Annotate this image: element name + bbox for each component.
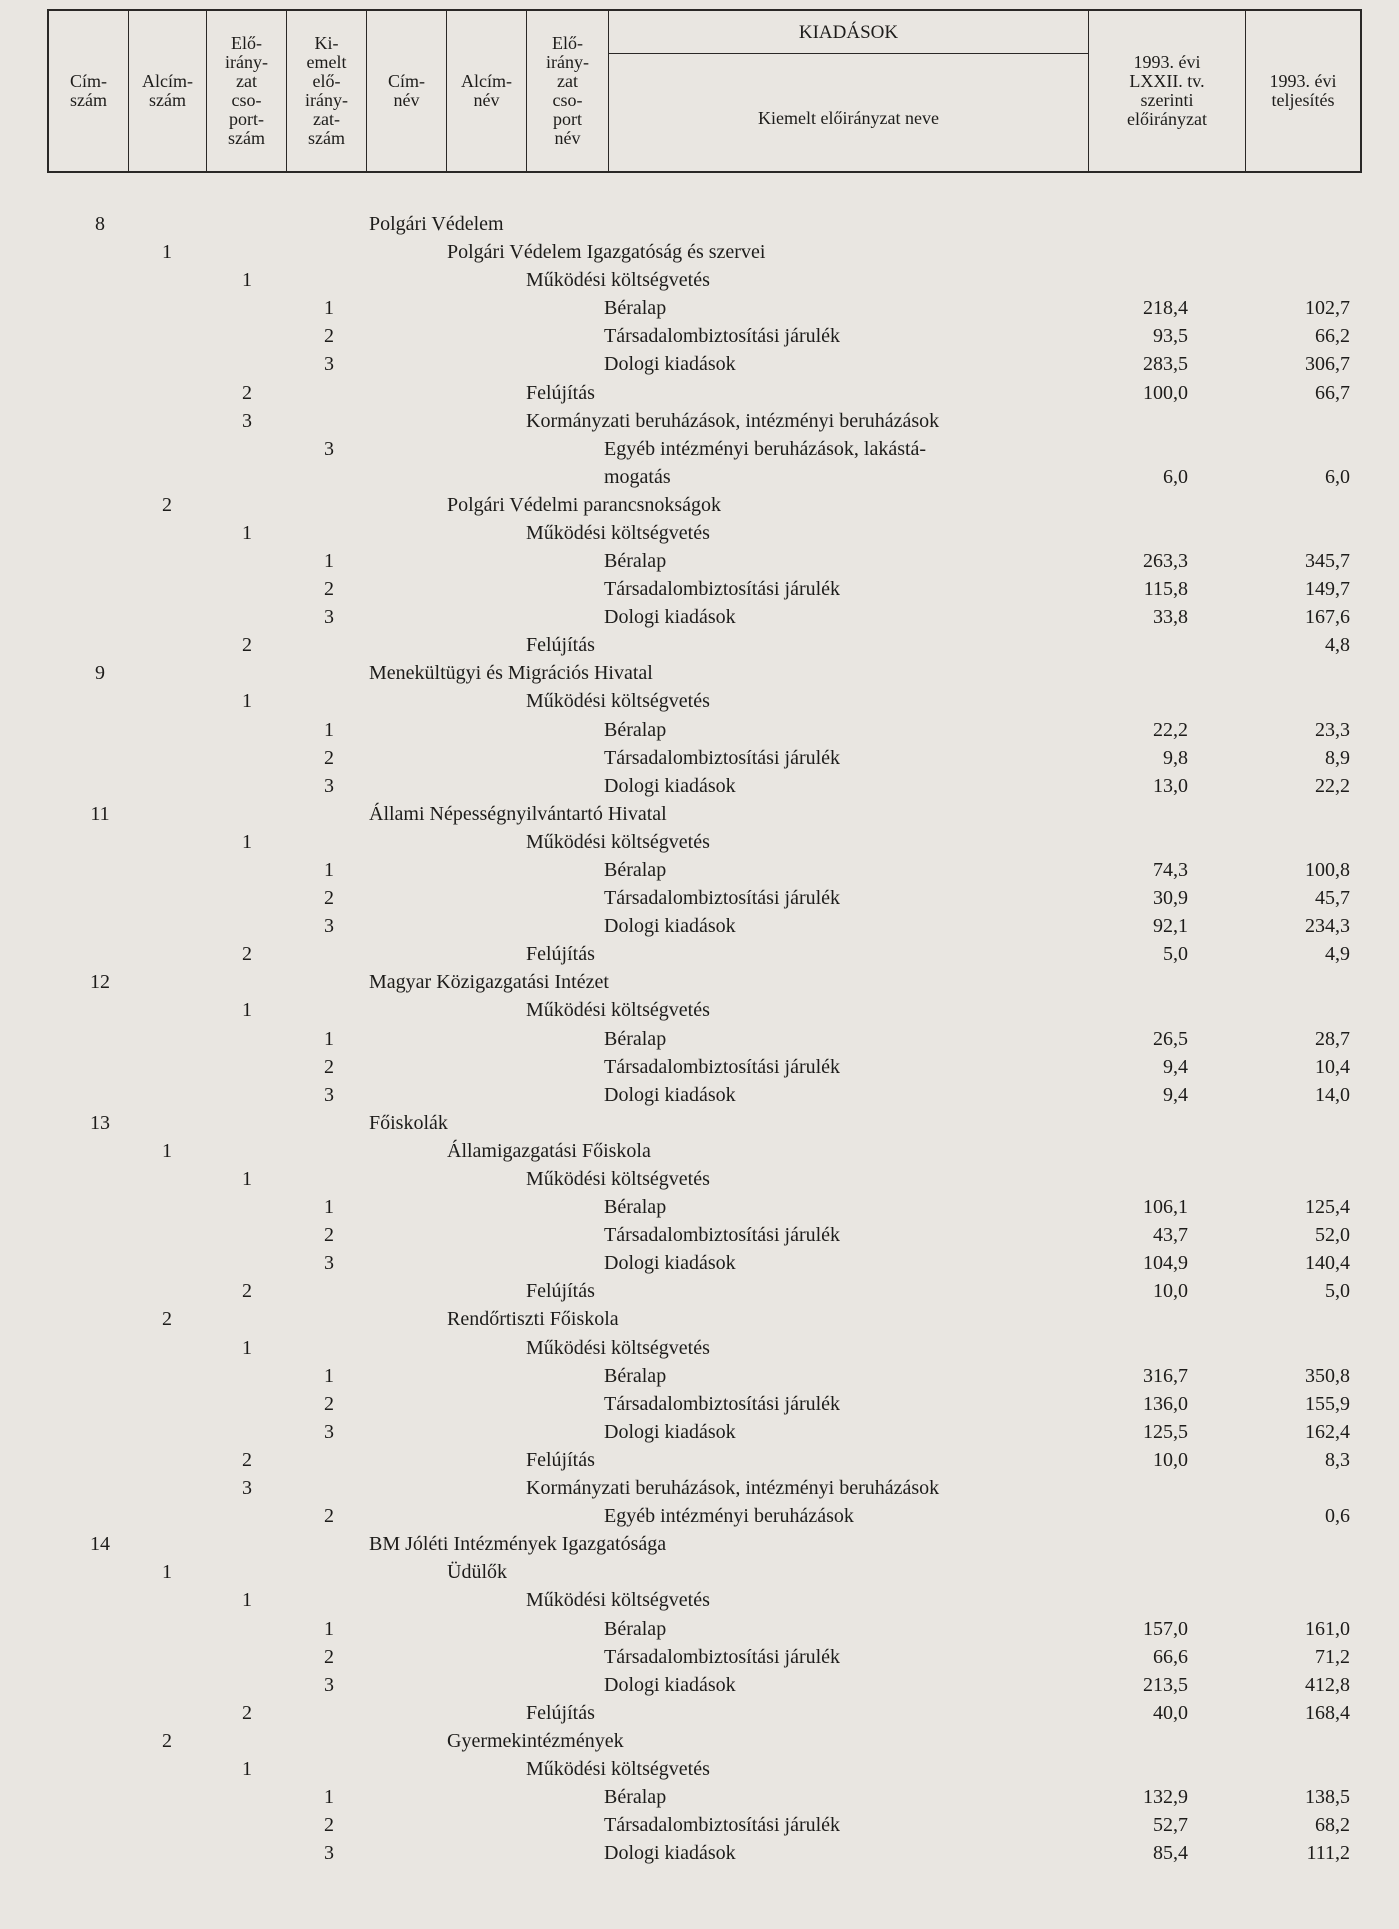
table-row xyxy=(0,1643,1399,1671)
item-name: Polgári Védelmi parancsnokságok xyxy=(447,493,722,516)
teljesites-value: 22,2 xyxy=(1315,774,1350,797)
kiemelt-szam-cell: 3 xyxy=(324,1083,334,1106)
table-row xyxy=(0,1530,1399,1558)
table-row xyxy=(0,1586,1399,1614)
table-row xyxy=(0,659,1399,687)
alcimszam-cell: 2 xyxy=(162,493,172,516)
csoportszam-cell: 1 xyxy=(242,830,252,853)
csoportszam-cell: 3 xyxy=(242,409,252,432)
eloiranyzat-value: 40,0 xyxy=(1153,1701,1188,1724)
alcimszam-cell: 1 xyxy=(162,1561,172,1584)
header-kiemelt-eloiranyzat-szam: Ki- emelt elő- irány- zat- szám xyxy=(287,11,367,171)
header-alcimszam: Alcím- szám xyxy=(129,11,207,171)
table-row xyxy=(0,519,1399,547)
teljesites-value: 4,8 xyxy=(1325,634,1350,657)
teljesites-value: 14,0 xyxy=(1315,1083,1350,1106)
alcimszam-cell: 2 xyxy=(162,1729,172,1752)
item-name: Felújítás xyxy=(526,1448,595,1471)
table-row xyxy=(0,1615,1399,1643)
table-row xyxy=(0,210,1399,238)
alcimszam-cell: 2 xyxy=(162,1308,172,1331)
eloiranyzat-value: 213,5 xyxy=(1143,1673,1188,1696)
csoportszam-cell: 1 xyxy=(242,269,252,292)
eloiranyzat-value: 115,8 xyxy=(1143,578,1188,601)
table-row xyxy=(0,687,1399,715)
teljesites-value: 5,0 xyxy=(1325,1280,1350,1303)
table-row xyxy=(0,435,1399,491)
kiemelt-szam-cell: 1 xyxy=(324,1786,334,1809)
csoportszam-cell: 1 xyxy=(242,1757,252,1780)
item-name: Béralap xyxy=(604,1027,667,1050)
table-row xyxy=(0,631,1399,659)
teljesites-value: 52,0 xyxy=(1315,1224,1350,1247)
item-name: Dologi kiadások xyxy=(604,606,736,629)
item-name: Béralap xyxy=(604,1786,667,1809)
kiemelt-szam-cell: 3 xyxy=(324,774,334,797)
item-name: Magyar Közigazgatási Intézet xyxy=(369,971,609,994)
item-name: Társadalombiztosítási járulék xyxy=(604,887,841,910)
table-row xyxy=(0,1839,1399,1867)
item-name: Felújítás xyxy=(526,634,595,657)
item-name: Béralap xyxy=(604,858,667,881)
item-name: Dologi kiadások xyxy=(604,915,736,938)
table-row xyxy=(0,716,1399,744)
table-row xyxy=(0,1277,1399,1305)
table-row xyxy=(0,1025,1399,1053)
kiemelt-szam-cell: 3 xyxy=(324,606,334,629)
item-name: Egyéb intézményi beruházások, lakástá- mogatás xyxy=(604,437,927,488)
table-row xyxy=(0,575,1399,603)
table-row xyxy=(0,856,1399,884)
eloiranyzat-value: 74,3 xyxy=(1153,858,1188,881)
kiemelt-szam-cell: 2 xyxy=(324,325,334,348)
csoportszam-cell: 2 xyxy=(242,943,252,966)
item-name: Béralap xyxy=(604,1364,667,1387)
kiemelt-szam-cell: 2 xyxy=(324,887,334,910)
csoportszam-cell: 1 xyxy=(242,1589,252,1612)
kiemelt-szam-cell: 2 xyxy=(324,1055,334,1078)
kiemelt-szam-cell: 2 xyxy=(324,746,334,769)
table-row xyxy=(0,1811,1399,1839)
alcimszam-cell: 1 xyxy=(162,241,172,264)
item-name: Működési költségvetés xyxy=(526,1757,710,1780)
table-row xyxy=(0,1221,1399,1249)
table-row xyxy=(0,940,1399,968)
kiemelt-szam-cell: 3 xyxy=(324,437,334,460)
item-name: Felújítás xyxy=(526,943,595,966)
cimszam-cell: 8 xyxy=(95,213,105,235)
item-name: Dologi kiadások xyxy=(604,1252,736,1275)
header-eloiranyzat-csoportszam: Elő- irány- zat cso- port- szám xyxy=(207,11,287,171)
cimszam-cell: 13 xyxy=(90,1111,110,1134)
table-row xyxy=(0,1137,1399,1165)
teljesites-value: 149,7 xyxy=(1305,578,1350,601)
item-name: Társadalombiztosítási járulék xyxy=(604,1392,841,1415)
teljesites-value: 111,2 xyxy=(1306,1842,1350,1865)
table-row xyxy=(0,1165,1399,1193)
kiemelt-szam-cell: 1 xyxy=(324,1196,334,1219)
eloiranyzat-value: 30,9 xyxy=(1153,887,1188,910)
kiemelt-szam-cell: 3 xyxy=(324,1420,334,1443)
csoportszam-cell: 3 xyxy=(242,1477,252,1500)
table-row xyxy=(0,884,1399,912)
item-name: Társadalombiztosítási járulék xyxy=(604,1814,841,1837)
header-cimszam: Cím- szám xyxy=(49,11,129,171)
table-row xyxy=(0,491,1399,519)
alcimszam-cell: 1 xyxy=(162,1139,172,1162)
table-row xyxy=(0,1193,1399,1221)
item-name: Főiskolák xyxy=(369,1111,448,1134)
eloiranyzat-value: 85,4 xyxy=(1153,1842,1188,1865)
eloiranyzat-value: 6,0 xyxy=(1163,465,1188,488)
item-name: Dologi kiadások xyxy=(604,1842,736,1865)
cimszam-cell: 12 xyxy=(90,971,110,994)
table-row xyxy=(0,1109,1399,1137)
table-row xyxy=(0,350,1399,378)
teljesites-value: 4,9 xyxy=(1325,943,1350,966)
header-1993-teljesites: 1993. évi teljesítés xyxy=(1269,71,1337,110)
teljesites-value: 23,3 xyxy=(1315,718,1350,741)
table-row xyxy=(0,1053,1399,1081)
eloiranyzat-value: 33,8 xyxy=(1153,606,1188,629)
teljesites-value: 66,7 xyxy=(1315,381,1350,404)
kiemelt-szam-cell: 1 xyxy=(324,549,334,572)
teljesites-value: 45,7 xyxy=(1315,887,1350,910)
eloiranyzat-value: 43,7 xyxy=(1153,1224,1188,1247)
csoportszam-cell: 1 xyxy=(242,690,252,713)
table-row xyxy=(0,1418,1399,1446)
table-row xyxy=(0,547,1399,575)
table-row xyxy=(0,772,1399,800)
table-row xyxy=(0,603,1399,631)
item-name: Rendőrtiszti Főiskola xyxy=(447,1308,619,1331)
item-name: Béralap xyxy=(604,549,667,572)
cimszam-cell: 14 xyxy=(90,1533,110,1556)
table-row xyxy=(0,322,1399,350)
header-eloiranyzat-csoportnev: Elő- irány- zat cso- port név xyxy=(527,11,609,171)
eloiranyzat-value: 218,4 xyxy=(1143,297,1188,320)
kiemelt-szam-cell: 3 xyxy=(324,1252,334,1275)
item-name: Kormányzati beruházások, intézményi beruházások xyxy=(526,1477,940,1500)
teljesites-value: 6,0 xyxy=(1325,465,1350,488)
kiemelt-szam-cell: 3 xyxy=(324,915,334,938)
table-row xyxy=(0,1558,1399,1586)
table-row xyxy=(0,1362,1399,1390)
item-name: BM Jóléti Intézmények Igazgatósága xyxy=(369,1533,667,1556)
table-row xyxy=(0,1249,1399,1277)
table-row xyxy=(0,1699,1399,1727)
table-row xyxy=(0,912,1399,940)
teljesites-value: 140,4 xyxy=(1305,1252,1350,1275)
header-kiemelt-eloiranyzat-neve: Kiemelt előirányzat neve xyxy=(609,54,1089,171)
eloiranyzat-value: 5,0 xyxy=(1163,943,1188,966)
item-name: Működési költségvetés xyxy=(526,830,710,853)
item-name: Működési költségvetés xyxy=(526,521,710,544)
cimszam-cell: 9 xyxy=(95,662,105,685)
item-name: Üdülők xyxy=(447,1561,507,1584)
table-row xyxy=(0,1727,1399,1755)
teljesites-value: 71,2 xyxy=(1315,1645,1350,1668)
header-cimnev: Cím- név xyxy=(367,11,447,171)
kiemelt-szam-cell: 1 xyxy=(324,718,334,741)
table-row xyxy=(0,1502,1399,1530)
eloiranyzat-value: 125,5 xyxy=(1143,1420,1188,1443)
kiemelt-szam-cell: 2 xyxy=(324,1224,334,1247)
item-name: Dologi kiadások xyxy=(604,353,736,376)
table-row xyxy=(0,1305,1399,1333)
teljesites-value: 168,4 xyxy=(1305,1701,1350,1724)
teljesites-value: 0,6 xyxy=(1325,1505,1350,1528)
teljesites-value: 8,9 xyxy=(1325,746,1350,769)
eloiranyzat-value: 26,5 xyxy=(1153,1027,1188,1050)
csoportszam-cell: 2 xyxy=(242,634,252,657)
eloiranyzat-value: 283,5 xyxy=(1143,353,1188,376)
teljesites-value: 350,8 xyxy=(1305,1364,1350,1387)
teljesites-value: 125,4 xyxy=(1305,1196,1350,1219)
table-row xyxy=(0,1081,1399,1109)
csoportszam-cell: 2 xyxy=(242,381,252,404)
teljesites-value: 306,7 xyxy=(1305,353,1350,376)
teljesites-value: 100,8 xyxy=(1305,858,1350,881)
table-header xyxy=(47,9,1362,173)
table-row xyxy=(0,1474,1399,1502)
table-row xyxy=(0,1446,1399,1474)
eloiranyzat-value: 9,4 xyxy=(1163,1083,1188,1106)
item-name: Dologi kiadások xyxy=(604,1083,736,1106)
eloiranyzat-value: 52,7 xyxy=(1153,1814,1188,1837)
kiemelt-szam-cell: 3 xyxy=(324,353,334,376)
teljesites-value: 161,0 xyxy=(1305,1617,1350,1640)
item-name: Társadalombiztosítási járulék xyxy=(604,578,841,601)
item-name: Társadalombiztosítási járulék xyxy=(604,746,841,769)
teljesites-value: 28,7 xyxy=(1315,1027,1350,1050)
teljesites-value: 66,2 xyxy=(1315,325,1350,348)
kiemelt-szam-cell: 3 xyxy=(324,1673,334,1696)
table-row xyxy=(0,294,1399,322)
item-name: Felújítás xyxy=(526,381,595,404)
eloiranyzat-value: 10,0 xyxy=(1153,1448,1188,1471)
csoportszam-cell: 2 xyxy=(242,1448,252,1471)
teljesites-value: 10,4 xyxy=(1315,1055,1350,1078)
kiemelt-szam-cell: 2 xyxy=(324,1392,334,1415)
cimszam-cell: 11 xyxy=(90,802,110,825)
eloiranyzat-value: 316,7 xyxy=(1143,1364,1188,1387)
teljesites-value: 138,5 xyxy=(1305,1786,1350,1809)
item-name: Menekültügyi és Migrációs Hivatal xyxy=(369,662,653,685)
teljesites-value: 102,7 xyxy=(1305,297,1350,320)
eloiranyzat-value: 93,5 xyxy=(1153,325,1188,348)
item-name: Béralap xyxy=(604,297,667,320)
item-name: Működési költségvetés xyxy=(526,999,710,1022)
kiemelt-szam-cell: 2 xyxy=(324,578,334,601)
eloiranyzat-value: 263,3 xyxy=(1143,549,1188,572)
teljesites-value: 167,6 xyxy=(1305,606,1350,629)
table-row xyxy=(0,800,1399,828)
table-row xyxy=(0,1783,1399,1811)
kiemelt-szam-cell: 1 xyxy=(324,1617,334,1640)
csoportszam-cell: 1 xyxy=(242,1336,252,1359)
kiemelt-szam-cell: 1 xyxy=(324,1364,334,1387)
eloiranyzat-value: 136,0 xyxy=(1143,1392,1188,1415)
table-row xyxy=(0,968,1399,996)
eloiranyzat-value: 22,2 xyxy=(1153,718,1188,741)
eloiranyzat-value: 9,4 xyxy=(1163,1055,1188,1078)
header-1993-torveny: 1993. évi LXXII. tv. szerinti előirányzat xyxy=(1089,11,1246,171)
item-name: Működési költségvetés xyxy=(526,1589,710,1612)
teljesites-value: 162,4 xyxy=(1305,1420,1350,1443)
table-body xyxy=(0,210,1399,1867)
item-name: Társadalombiztosítási járulék xyxy=(604,325,841,348)
kiemelt-szam-cell: 1 xyxy=(324,1027,334,1050)
item-name: Dologi kiadások xyxy=(604,1673,736,1696)
table-row xyxy=(0,266,1399,294)
item-name: Államigazgatási Főiskola xyxy=(447,1139,651,1162)
table-row xyxy=(0,1755,1399,1783)
item-name: Dologi kiadások xyxy=(604,1420,736,1443)
table-row xyxy=(0,407,1399,435)
item-name: Működési költségvetés xyxy=(526,690,710,713)
item-name: Béralap xyxy=(604,1196,667,1219)
eloiranyzat-value: 100,0 xyxy=(1143,381,1188,404)
kiemelt-szam-cell: 2 xyxy=(324,1645,334,1668)
eloiranyzat-value: 10,0 xyxy=(1153,1280,1188,1303)
item-name: Működési költségvetés xyxy=(526,1336,710,1359)
table-row xyxy=(0,744,1399,772)
eloiranyzat-value: 132,9 xyxy=(1143,1786,1188,1809)
teljesites-value: 8,3 xyxy=(1325,1448,1350,1471)
eloiranyzat-value: 106,1 xyxy=(1143,1196,1188,1219)
eloiranyzat-value: 66,6 xyxy=(1153,1645,1188,1668)
teljesites-value: 155,9 xyxy=(1305,1392,1350,1415)
table-row xyxy=(0,1334,1399,1362)
teljesites-value: 412,8 xyxy=(1305,1673,1350,1696)
eloiranyzat-value: 92,1 xyxy=(1153,915,1188,938)
item-name: Felújítás xyxy=(526,1701,595,1724)
teljesites-value: 345,7 xyxy=(1305,549,1350,572)
item-name: Működési költségvetés xyxy=(526,1168,710,1190)
item-name: Társadalombiztosítási járulék xyxy=(604,1224,841,1247)
item-name: Dologi kiadások xyxy=(604,774,736,797)
csoportszam-cell: 2 xyxy=(242,1701,252,1724)
csoportszam-cell: 1 xyxy=(242,521,252,544)
item-name: Állami Népességnyilvántartó Hivatal xyxy=(369,802,667,825)
item-name: Polgári Védelem Igazgatóság és szervei xyxy=(447,241,766,264)
kiemelt-szam-cell: 2 xyxy=(324,1505,334,1528)
item-name: Társadalombiztosítási járulék xyxy=(604,1645,841,1668)
teljesites-value: 234,3 xyxy=(1305,915,1350,938)
item-name: Kormányzati beruházások, intézményi beruházások xyxy=(526,409,940,432)
kiemelt-szam-cell: 3 xyxy=(324,1842,334,1865)
eloiranyzat-value: 104,9 xyxy=(1143,1252,1188,1275)
item-name: Polgári Védelem xyxy=(369,213,504,235)
item-name: Béralap xyxy=(604,1617,667,1640)
item-name: Béralap xyxy=(604,718,667,741)
kiemelt-szam-cell: 1 xyxy=(324,297,334,320)
table-row xyxy=(0,238,1399,266)
item-name: Egyéb intézményi beruházások xyxy=(604,1505,854,1528)
eloiranyzat-value: 9,8 xyxy=(1163,746,1188,769)
item-name: Működési költségvetés xyxy=(526,269,710,292)
item-name: Társadalombiztosítási járulék xyxy=(604,1055,841,1078)
item-name: Felújítás xyxy=(526,1280,595,1303)
csoportszam-cell: 2 xyxy=(242,1280,252,1303)
table-row xyxy=(0,996,1399,1024)
header-kiadasok: KIADÁSOK xyxy=(609,11,1089,54)
csoportszam-cell: 1 xyxy=(242,1168,252,1190)
table-row xyxy=(0,828,1399,856)
table-row xyxy=(0,1390,1399,1418)
kiemelt-szam-cell: 2 xyxy=(324,1814,334,1837)
table-row xyxy=(0,1671,1399,1699)
eloiranyzat-value: 13,0 xyxy=(1153,774,1188,797)
eloiranyzat-value: 157,0 xyxy=(1143,1617,1188,1640)
csoportszam-cell: 1 xyxy=(242,999,252,1022)
table-row xyxy=(0,379,1399,407)
teljesites-value: 68,2 xyxy=(1315,1814,1350,1837)
header-alcimnev: Alcím- név xyxy=(447,11,527,171)
kiemelt-szam-cell: 1 xyxy=(324,858,334,881)
item-name: Gyermekintézmények xyxy=(447,1729,624,1752)
